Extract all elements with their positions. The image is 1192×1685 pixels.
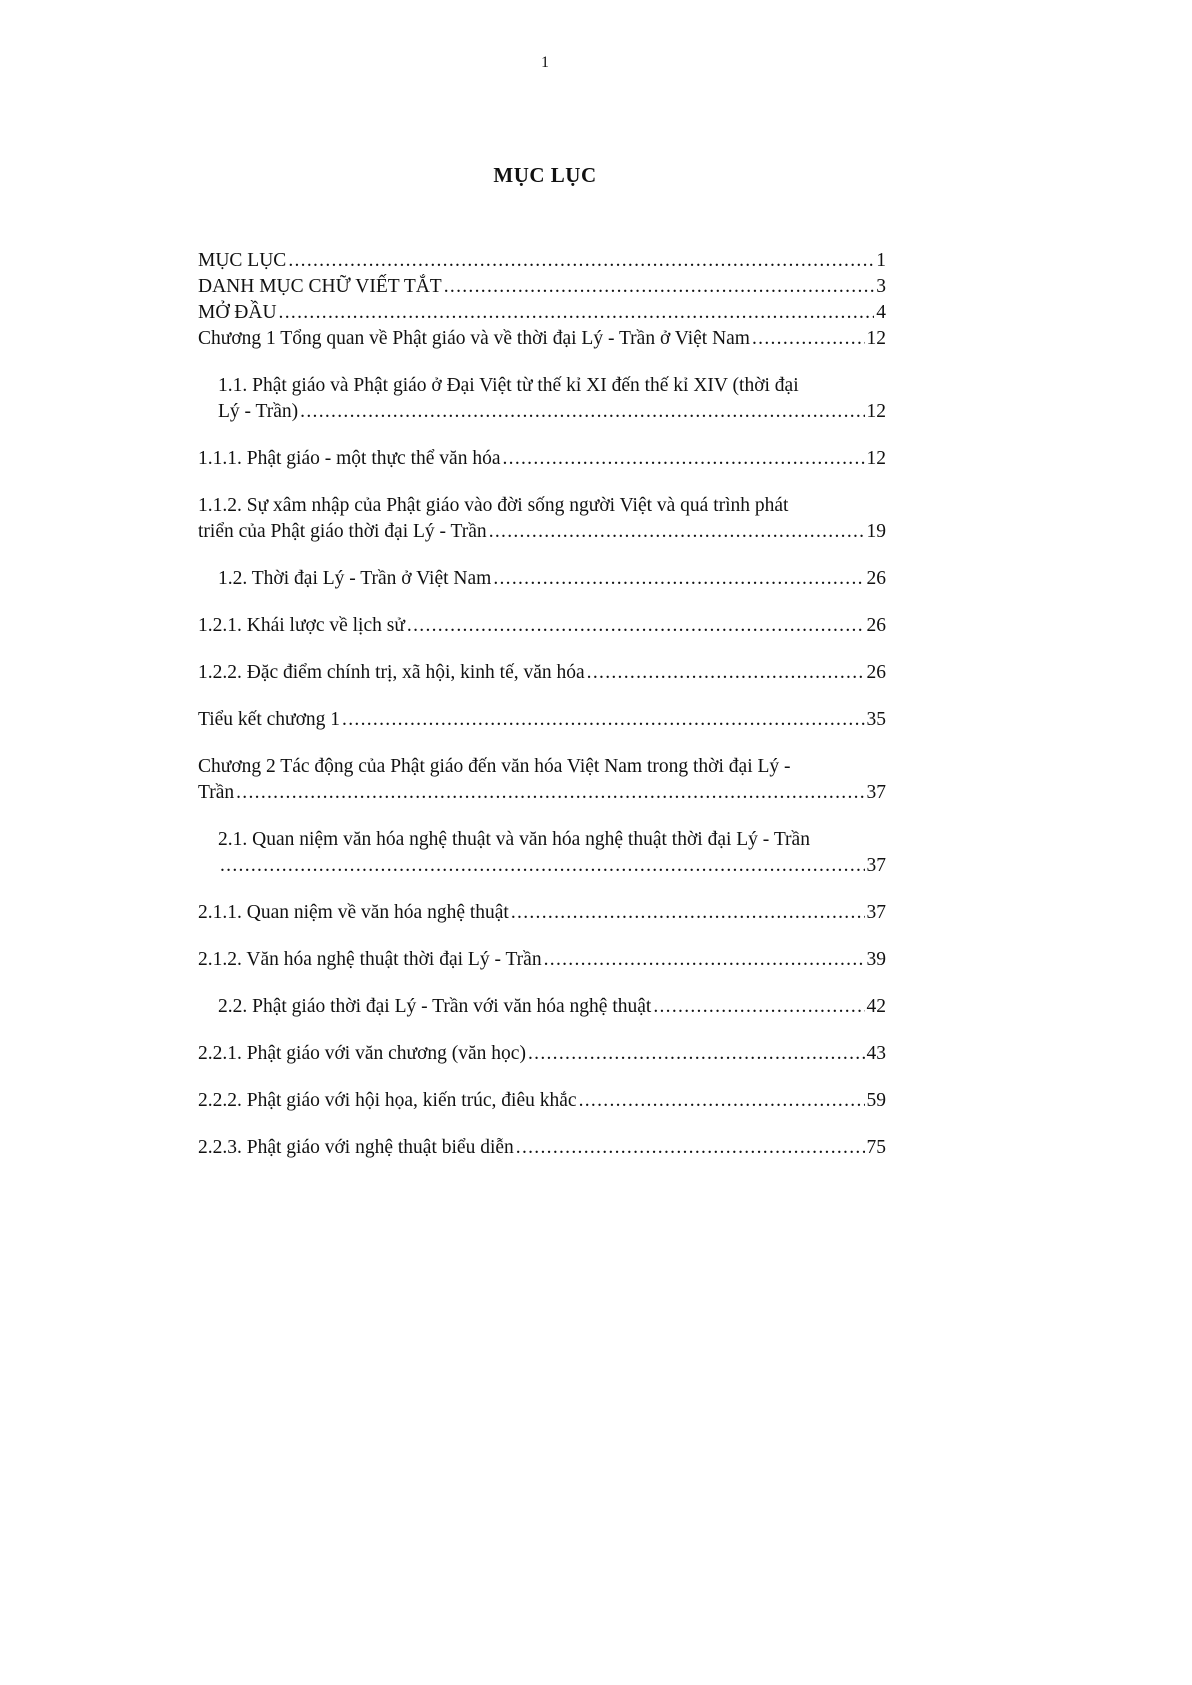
dot-leader	[342, 707, 864, 733]
toc-entry-2-2-1[interactable]	[198, 1041, 886, 1067]
toc-entry-text-continued: Lý - Trần)	[218, 401, 299, 422]
toc-entry-text: Chương 1 Tổng quan về Phật giáo và về thời đại Lý - Trần ở Việt Nam	[198, 328, 750, 349]
dot-leader	[279, 300, 875, 326]
dot-leader	[511, 900, 865, 926]
toc-entry-text: 1.2. Thời đại Lý - Trần ở Việt Nam	[218, 568, 492, 589]
toc-page-number: 26	[866, 568, 886, 589]
dot-leader	[516, 1135, 865, 1161]
toc-entry-1-2[interactable]	[198, 566, 886, 592]
toc-entry-text: 2.1.2. Văn hóa nghệ thuật thời đại Lý - Trần	[198, 949, 542, 970]
toc-entry-text: 2.1. Quan niệm văn hóa nghệ thuật và văn hóa nghệ thuật thời đại Lý - Trần	[218, 829, 810, 850]
toc-entry-1-1[interactable]	[198, 373, 886, 425]
dot-leader	[587, 660, 865, 686]
dot-leader	[236, 780, 864, 806]
dot-leader	[300, 399, 864, 425]
toc-entry-1-2-1[interactable]	[198, 613, 886, 639]
toc-page-number: 12	[866, 401, 886, 422]
toc-page-number: 12	[866, 448, 886, 469]
toc-entry-chuong-1[interactable]	[198, 326, 886, 352]
toc-page-number: 42	[866, 996, 886, 1017]
toc-entry-text: 1.1. Phật giáo và Phật giáo ở Đại Việt từ thế kỉ XI đến thế kỉ XIV (thời đại	[218, 375, 799, 396]
page-number: 1	[541, 54, 549, 71]
toc-entry-danh-muc[interactable]	[198, 274, 886, 300]
toc-entry-tieu-ket-1[interactable]	[198, 707, 886, 733]
toc-entry-1-1-1[interactable]	[198, 446, 886, 472]
toc-entry-text: 2.1.1. Quan niệm về văn hóa nghệ thuật	[198, 902, 509, 923]
toc-entry-2-2-3[interactable]	[198, 1135, 886, 1161]
toc-page-number: 26	[866, 662, 886, 683]
dot-leader	[493, 566, 864, 592]
toc-page-number: 37	[866, 782, 886, 803]
toc-page-number: 35	[866, 709, 886, 730]
dot-leader	[444, 274, 875, 300]
toc-entry-text: 2.2.3. Phật giáo với nghệ thuật biểu diễn	[198, 1137, 514, 1158]
toc-entry-2-1[interactable]	[198, 827, 886, 879]
toc-page-number: 37	[866, 902, 886, 923]
toc-page-number: 37	[866, 855, 886, 876]
toc-entry-chuong-2[interactable]	[198, 754, 886, 806]
toc-entry-2-2-2[interactable]	[198, 1088, 886, 1114]
dot-leader	[544, 947, 865, 973]
toc-page-number: 4	[876, 302, 886, 323]
toc-page-number: 26	[866, 615, 886, 636]
dot-leader	[752, 326, 865, 352]
toc-entry-text: DANH MỤC CHỮ VIẾT TẮT	[198, 276, 442, 297]
toc-page-number: 19	[866, 521, 886, 542]
toc-entry-2-1-2[interactable]	[198, 947, 886, 973]
toc-entry-2-2[interactable]	[198, 994, 886, 1020]
toc-entry-1-2-2[interactable]	[198, 660, 886, 686]
toc-page-number: 75	[866, 1137, 886, 1158]
page-title: MỤC LỤC	[493, 163, 597, 187]
dot-leader	[653, 994, 864, 1020]
dot-leader	[528, 1041, 865, 1067]
toc-entry-text-continued: triển của Phật giáo thời đại Lý - Trần	[198, 521, 487, 542]
toc-entry-text: Chương 2 Tác động của Phật giáo đến văn hóa Việt Nam trong thời đại Lý -	[198, 756, 791, 777]
toc-entry-text: 2.2.1. Phật giáo với văn chương (văn học)	[198, 1043, 526, 1064]
toc-page-number: 39	[866, 949, 886, 970]
toc-entry-text: 2.2. Phật giáo thời đại Lý - Trần với văn hóa nghệ thuật	[218, 996, 652, 1017]
dot-leader	[220, 853, 865, 879]
toc-entry-text: 1.2.2. Đặc điểm chính trị, xã hội, kinh tế, văn hóa	[198, 662, 585, 683]
toc-entry-1-1-2[interactable]	[198, 493, 886, 545]
toc-entry-text: 2.2.2. Phật giáo với hội họa, kiến trúc, điêu khắc	[198, 1090, 577, 1111]
toc-page-number: 1	[876, 250, 886, 271]
toc-entry-muc-luc[interactable]	[198, 248, 886, 274]
toc-entry-text: 1.2.1. Khái lược về lịch sử	[198, 615, 405, 636]
toc-page-number: 43	[866, 1043, 886, 1064]
toc-entry-text: 1.1.2. Sự xâm nhập của Phật giáo vào đời sống người Việt và quá trình phát	[198, 495, 789, 516]
toc-entry-mo-dau[interactable]	[198, 300, 886, 326]
toc-page-number: 12	[866, 328, 886, 349]
toc-entry-text: 1.1.1. Phật giáo - một thực thể văn hóa	[198, 448, 501, 469]
dot-leader	[288, 248, 874, 274]
toc-entry-text-continued: Trần	[198, 782, 235, 803]
toc-page-number: 3	[876, 276, 886, 297]
dot-leader	[579, 1088, 865, 1114]
dot-leader	[407, 613, 865, 639]
toc-entry-text: MỞ ĐẦU	[198, 302, 277, 323]
toc-entry-text: Tiểu kết chương 1	[198, 709, 341, 730]
dot-leader	[502, 446, 864, 472]
toc-entry-2-1-1[interactable]	[198, 900, 886, 926]
dot-leader	[489, 519, 865, 545]
toc-page-number: 59	[866, 1090, 886, 1111]
table-of-contents	[198, 248, 886, 1182]
toc-entry-text: MỤC LỤC	[198, 250, 287, 271]
